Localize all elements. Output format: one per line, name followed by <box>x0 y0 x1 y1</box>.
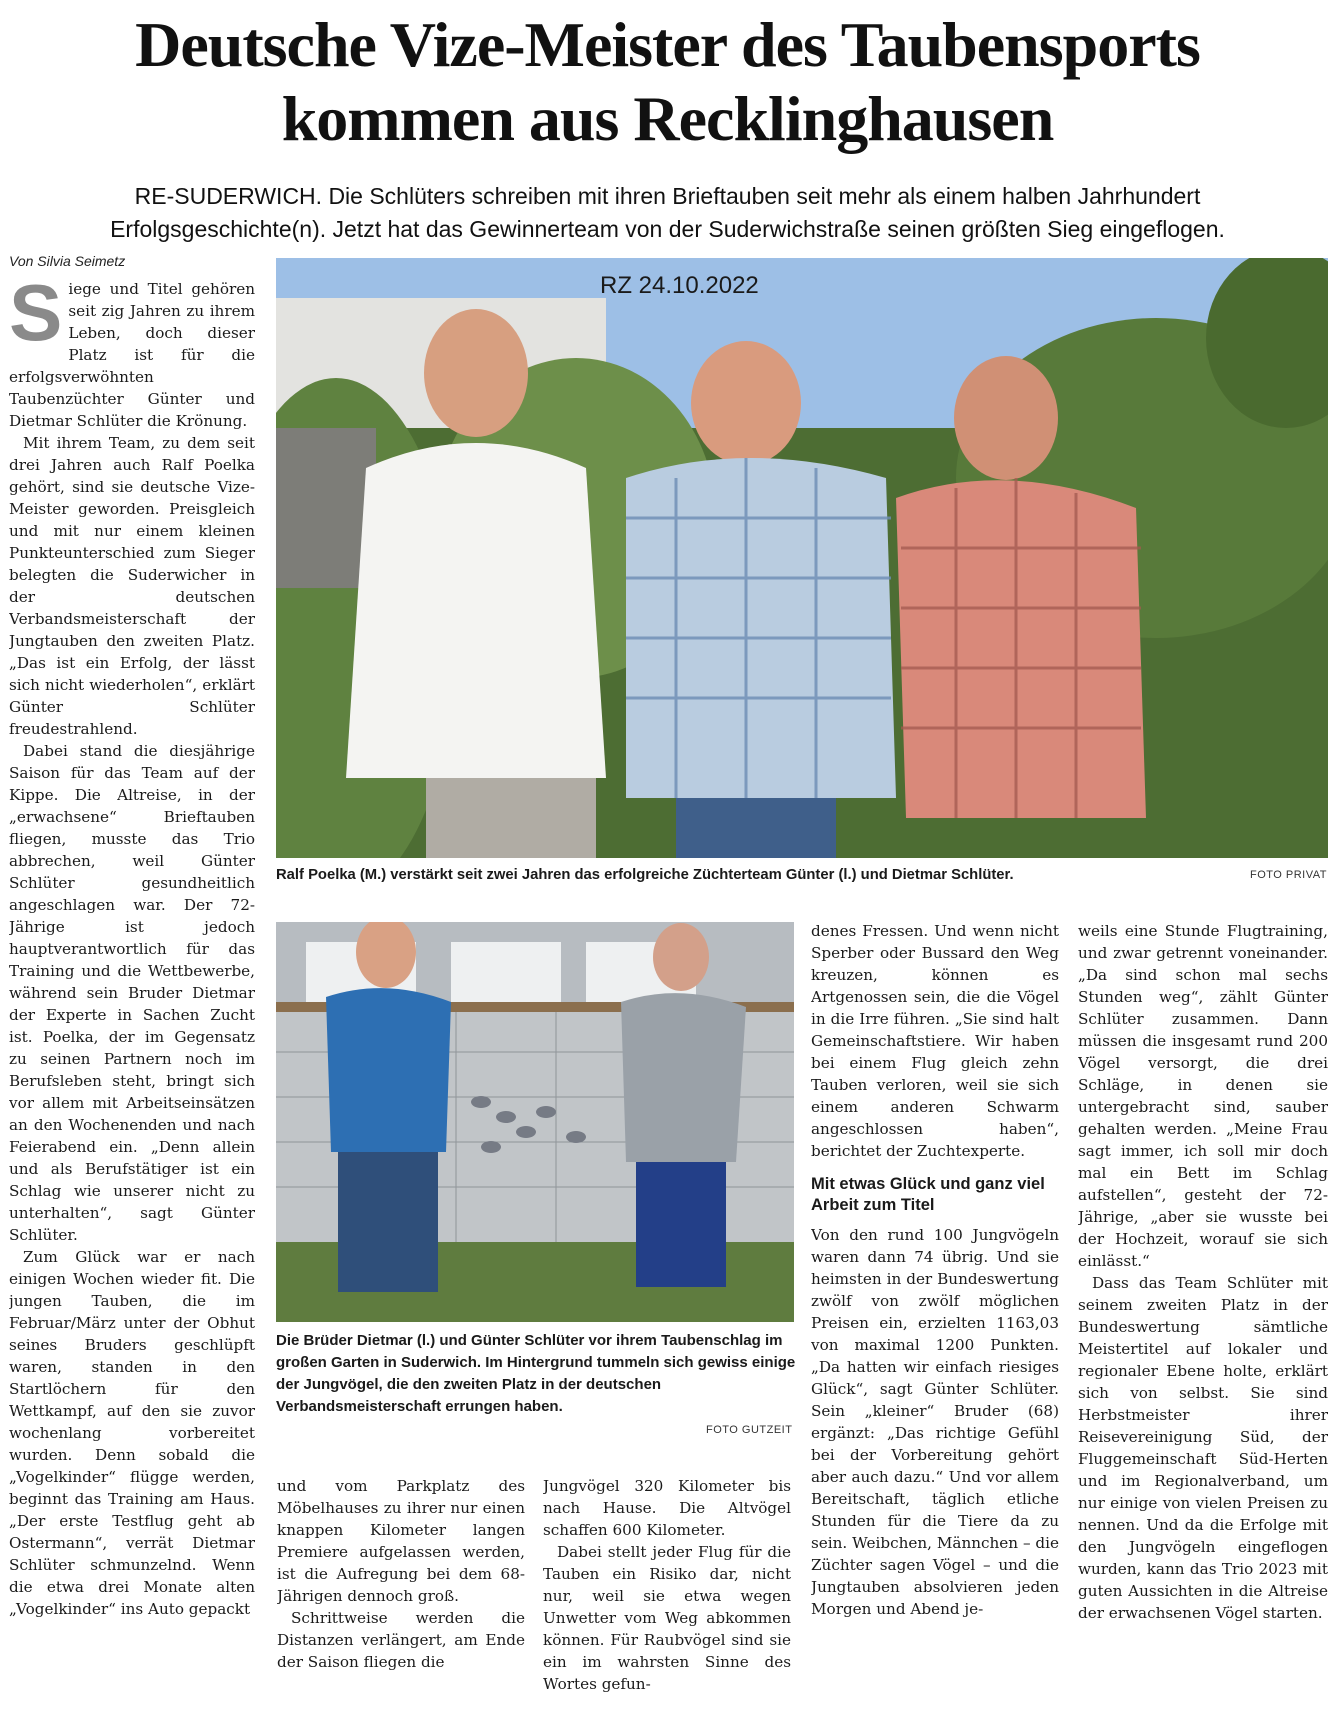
column-5 <box>1078 920 1328 1709</box>
drop-cap: S <box>9 278 63 357</box>
paragraph: Schrittweise werden die Distanzen verlängert, am Ende der Saison fliegen die <box>277 1609 525 1671</box>
second-photo <box>276 922 794 1322</box>
column-3 <box>543 1475 791 1709</box>
byline: Von Silvia Seimetz <box>9 253 126 269</box>
paragraph-intro-text: iege und Titel gehören seit zig Jahren zu ihrem Leben, doch dieser Platz ist für die erfolgsverwöhnten Taubenzüchter Günter und Dietmar Schlüter die Krönung. <box>9 280 255 430</box>
subhead-line-2: Erfolgsgeschichte(n). Jetzt hat das Gewinnerteam von der Suderwichstraße seinen größten Sieg eingeflogen. <box>110 216 1225 242</box>
paragraph: Dabei stellt jeder Flug für die Tauben ein Risiko dar, nicht nur, weil sie etwa wegen Unwetter vom Weg abkommen können. Für Raubvögel sind sie ein im wahrsten Sinne des Wortes gefun- <box>543 1543 791 1693</box>
paragraph: Von den rund 100 Jungvögeln waren dann 74 übrig. Und sie heimsten in der Bundeswertung zwölf von zwölf möglichen Preisen ein, erzielten 1163,03 von maximal 1200 Punkten. „Da hatten wir einfach riesiges Glück“, sagt Günter Schlüter. Sein „kleiner“ Bruder (68) ergänzt: „Das richtige Gefühl bei der Vorbereitung gehört aber auch dazu.“ Und vor allem Bereitschaft, täglich etliche Stunden für die Tiere da zu sein. Weibchen, Männchen – die Züchter sagen Vögel – und die Jungtauben absolvieren jeden Morgen und Abend je- <box>811 1226 1059 1618</box>
main-photo-illustration <box>276 258 1328 858</box>
second-photo-illustration <box>276 922 794 1322</box>
paragraph: Jungvögel 320 Kilometer bis nach Hause. Die Altvögel schaffen 600 Kilometer. <box>543 1477 791 1539</box>
column-1 <box>9 278 255 1709</box>
headline-line-1: Deutsche Vize-Meister des Taubensports <box>135 9 1200 80</box>
paragraph: denes Fressen. Und wenn nicht Sperber oder Bussard den Weg kreuzen, können es Artgenossen sein, die die Vögel in die Irre führen. „Sie sind halt Gemeinschaftstiere. Wir haben bei einem Flug gleich zehn Tauben verloren, weil sie sich einem anderen Schwarm angeschlossen haben“, berichtet der Zuchtexperte. <box>811 922 1059 1160</box>
paragraph: Dabei stand die diesjährige Saison für das Team auf der Kippe. Die Altreise, in der „erwachsene“ Brieftauben fliegen, musste das Trio abbrechen, weil Günter Schlüter gesundheitlich angeschlagen war. Der 72-Jährige ist jedoch hauptverantwortlich für das Training und die Wettbewerbe, während sein Bruder Dietmar der Experte in Sachen Zucht ist. Poelka, der im Gegensatz zu seinen Partnern noch im Berufsleben steht, bringt sich vor allem mit Arbeitseinsätzen an den Wochenenden und nach Feierabend ein. „Denn allein und als Berufstätiger ist ein Schlag wie unserer nicht zu unterhalten“, sagt Günter Schlüter. <box>9 742 255 1244</box>
paragraph: Zum Glück war er nach einigen Wochen wieder fit. Die jungen Tauben, die im Februar/März unter der Obhut seines Bruders geschlüpft waren, standen in den Startlöchern für den Wettkampf, auf den sie zuvor wochenlang vorbereitet wurden. Denn sobald die „Vogelkinder“ flügge werden, beginnt das Training am Haus. „Der erste Testflug geht ab Ostermann“, verrät Dietmar Schlüter schmunzelnd. Wenn die etwa drei Monate alten „Vogelkinder“ ins Auto gepackt <box>9 1248 255 1618</box>
paragraph-intro <box>9 278 255 432</box>
second-photo-caption: Die Brüder Dietmar (l.) und Günter Schlüter vor ihrem Taubenschlag im großen Garten in Suderwich. Im Hintergrund tummeln sich gewiss einige der Jungvögel, die den zweiten Platz in der deutschen Verbandsmeisterschaft errungen haben. <box>276 1332 796 1415</box>
main-photo-credit: FOTO PRIVAT <box>1249 869 1327 881</box>
subhead-line-1: RE-SUDERWICH. Die Schlüters schreiben mit ihren Brieftauben seit mehr als einem halben Jahrhundert <box>134 183 1201 209</box>
paragraph: Dass das Team Schlüter mit seinem zweiten Platz in der Bundeswertung sämtliche Meistertitel auf lokaler und regionaler Ebene holte, erklärt sich von selbst. Sie sind Herbstmeister ihrer Reisevereinigung Süd, der Fluggemeinschaft Süd-Herten und im Regionalverband, um nur einige von vielen Preisen zu nennen. Und da die Erfolge mit den Jungvögeln eingeflogen wurden, kann das Trio 2023 mit guten Aussichten in die Altreise der erwachsenen Vögel starten. <box>1078 1274 1328 1622</box>
paragraph: Mit ihrem Team, zu dem seit drei Jahren auch Ralf Poelka gehört, sind sie deutsche Vize-Meister geworden. Preisgleich und mit nur einem kleinen Punkteunterschied zum Sieger belegten die Suderwicher in der deutschen Verbandsmeisterschaft der Jungtauben den zweiten Platz. „Das ist ein Erfolg, der lässt sich nicht wiederholen“, erklärt Günter Schlüter freudestrahlend. <box>9 434 255 738</box>
main-photo <box>276 258 1328 858</box>
column-2 <box>277 1475 525 1709</box>
section-subheading: Mit etwas Glück und ganz viel Arbeit zum Titel <box>811 1175 1045 1214</box>
second-photo-credit: FOTO GUTZEIT <box>706 1424 793 1436</box>
headline <box>20 8 1315 156</box>
subheadline <box>20 180 1315 246</box>
headline-line-2: kommen aus Recklinghausen <box>281 83 1054 154</box>
paragraph: und vom Parkplatz des Möbelhauses zu ihrer nur einen knappen Kilometer langen Premiere aufgelassen werden, ist die Aufregung bei dem 68-Jährigen dennoch groß. <box>277 1477 525 1605</box>
column-4 <box>811 920 1059 1709</box>
paragraph: weils eine Stunde Flugtraining, und zwar getrennt voneinander. „Da sind schon mal sechs Stunden weg“, zählt Günter Schlüter zusammen. Dann müssen die insgesamt rund 200 Vögel versorgt, die drei Schläge, in denen sie untergebracht sind, sauber gehalten werden. „Meine Frau sagt immer, ich soll mir doch mal ein Bett im Schlag aufstellen“, gesteht der 72-Jährige, „aber sie wusste bei der Hochzeit, worauf sie sich einlässt.“ <box>1078 922 1328 1270</box>
date-stamp: RZ 24.10.2022 <box>600 272 759 299</box>
main-photo-caption: Ralf Poelka (M.) verstärkt seit zwei Jahren das erfolgreiche Züchterteam Günter (l.) und Dietmar Schlüter. <box>276 867 1014 883</box>
